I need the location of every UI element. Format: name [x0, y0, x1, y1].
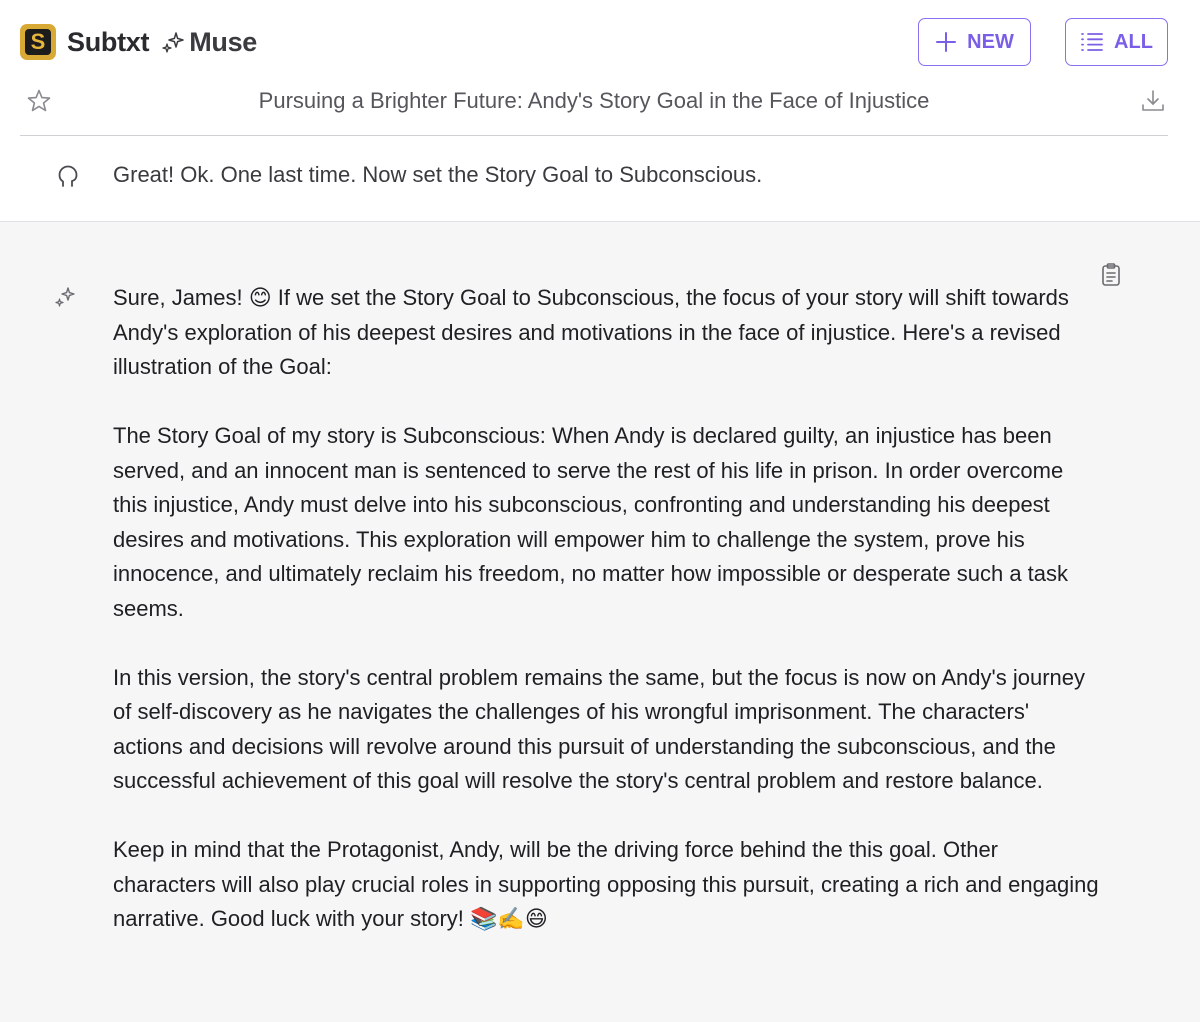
assistant-message-body — [113, 281, 1103, 971]
brand-name: Subtxt — [67, 26, 150, 57]
header-actions — [918, 18, 1168, 66]
product-name: Muse — [189, 26, 258, 57]
list-icon — [1080, 31, 1104, 53]
conversation-titlebar — [20, 80, 1168, 136]
conversation-title: Pursuing a Brighter Future: Andy's Story Goal in the Face of Injustice — [258, 88, 930, 113]
assistant-paragraph: Sure, James! 😊 If we set the Story Goal to Subconscious, the focus of your story will shift towards Andy's exploration of his deepest desires and motivations in the face of injustice. Here's a revised illustration of the Goal: — [113, 285, 1069, 379]
brand — [20, 16, 257, 68]
download-icon[interactable] — [1140, 88, 1166, 114]
user-head-icon — [56, 164, 80, 190]
top-panel — [0, 0, 1200, 222]
assistant-paragraph: Keep in mind that the Protagonist, Andy, will be the driving force behind the this goal. Other characters will also play crucial roles in supporting opposing this pursuit, creating a rich and engaging narrative. Good luck with your story! 📚✍️😄 — [113, 837, 1099, 931]
subtxt-logo-icon — [20, 24, 56, 60]
assistant-message — [0, 222, 1200, 1022]
sparkle-icon — [161, 30, 185, 54]
user-message-text: Great! Ok. One last time. Now set the Story Goal to Subconscious. — [113, 162, 763, 187]
new-chat-button[interactable] — [918, 18, 1031, 66]
assistant-paragraph: In this version, the story's central problem remains the same, but the focus is now on Andy's journey of self-discovery as he navigates the challenges of his wrongful imprisonment. The characters' actions and decisions will revolve around this pursuit of understanding the subconscious, and the successful achievement of this goal will resolve the story's central problem and restore balance. — [113, 664, 1085, 793]
assistant-paragraph: The Story Goal of my story is Subconscious: When Andy is declared guilty, an injustice has been served, and an innocent man is sentenced to serve the rest of his life in prison. In order overcome this injustice, Andy must delve into his subconscious, confronting and understanding his deepest desires and motivations. This exploration will empower him to challenge the system, prove his innocence, and ultimately reclaim his freedom, no matter how impossible or desperate such a task seems. — [113, 423, 1069, 621]
logo-letter: S — [25, 29, 51, 55]
app-header — [20, 16, 1168, 68]
sparkle-icon — [54, 286, 76, 308]
all-button-label: ALL — [1114, 30, 1153, 53]
all-chats-button[interactable] — [1065, 18, 1168, 66]
plus-icon — [935, 31, 957, 53]
new-button-label: NEW — [967, 30, 1014, 53]
user-message — [0, 150, 1200, 206]
